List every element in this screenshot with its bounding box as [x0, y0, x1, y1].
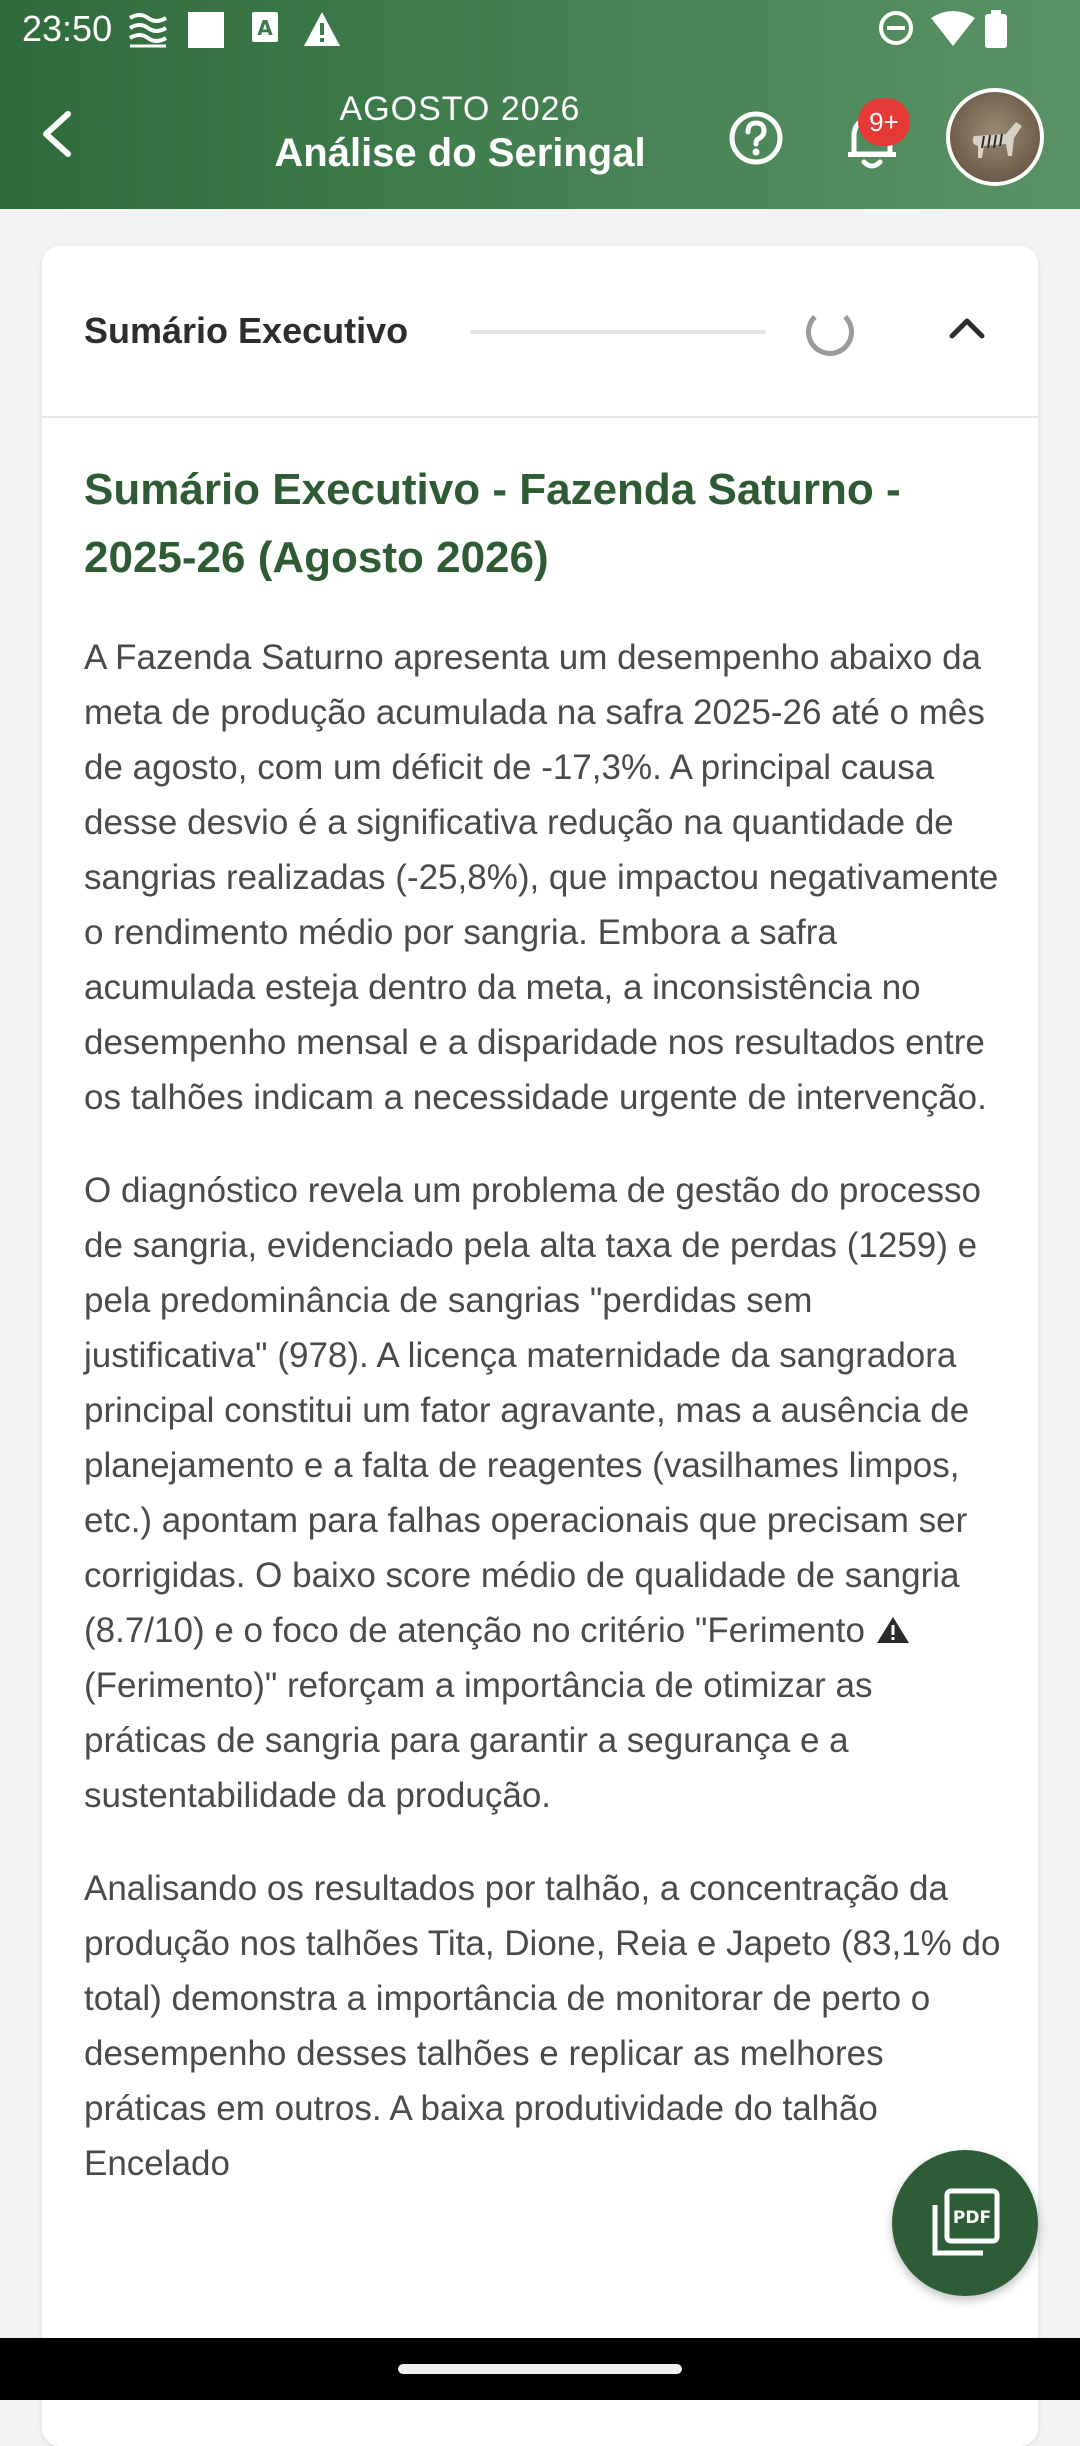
divider	[470, 330, 766, 334]
help-icon[interactable]	[726, 108, 786, 168]
summary-paragraph-2-part1: O diagnóstico revela um problema de gestão do processo de sangria, evidenciado pela alta taxa de perdas (1259) e pela predominância de sangrias "perdidas sem justificativa" (978). A licença maternidade da sangradora principal constitui um fator agravante, mas a ausência de planejamento e a falta de reagentes (vasilhames limpos, etc.) apontam para falhas operacionais que precisam ser corrigidas. O baixo score médio de qualidade de sangria (8.7/10) e o foco de atenção no critério "Ferimento	[84, 1171, 981, 1650]
summary-paragraph-3: Analisando os resultados por talhão, a concentração da produção nos talhões Tita, Dione, Reia e Japeto (83,1% do total) demonstra a importância de monitorar de perto o desempenho desses talhões e replicar as melhores práticas em outros. A baixa produtividade do talhão Encelado	[84, 1869, 1001, 2183]
signal-waves-icon	[126, 10, 170, 50]
status-bar	[0, 0, 1080, 64]
avatar[interactable]	[946, 88, 1044, 186]
app-bar-subtitle: AGOSTO 2026	[339, 90, 581, 128]
notification-badge: 9+	[858, 98, 910, 146]
page-title: Análise do Seringal	[274, 131, 646, 175]
chevron-up-icon[interactable]	[946, 312, 988, 342]
pdf-icon	[925, 2183, 1005, 2263]
warning-icon	[302, 10, 342, 48]
svg-text:PDF: PDF	[952, 2208, 992, 2228]
summary-paragraph-1: A Fazenda Saturno apresenta um desempenho abaixo da meta de produção acumulada na safra 2025-26 até o mês de agosto, com um déficit de -17,3%. A principal causa desse desvio é a significativa redução na quantidade de sangrias realizadas (-25,8%), que impactou negativamente o rendimento médio por sangria. Embora a safra acumulada esteja dentro da meta, a inconsistência no desempenho mensal e a disparidade nos resultados entre os talhões indicam a necessidade urgente de intervenção.	[84, 638, 999, 1117]
home-gesture-handle[interactable]	[398, 2364, 682, 2374]
export-pdf-button[interactable]	[892, 2150, 1038, 2296]
do-not-disturb-icon	[878, 10, 914, 46]
summary-paragraph-2	[84, 1163, 1004, 1823]
executive-summary-card	[42, 246, 1038, 2446]
svg-text:A: A	[257, 16, 273, 40]
warning-inline-icon	[875, 1615, 911, 1645]
zebra-avatar-icon	[950, 92, 1040, 182]
system-nav-bar	[0, 2338, 1080, 2400]
card-content	[84, 456, 1004, 2191]
square-icon	[186, 10, 226, 50]
card-header[interactable]	[42, 246, 1038, 418]
top-bar	[0, 0, 1080, 209]
summary-paragraph-2-part2: (Ferimento)" reforçam a importância de otimizar as práticas de sangria para garantir a segurança e a sustentabilidade da produção.	[84, 1666, 873, 1815]
wifi-icon	[930, 10, 976, 48]
battery-icon	[984, 10, 1008, 50]
back-arrow-icon[interactable]	[30, 104, 90, 164]
app-bar-titles	[200, 90, 720, 176]
card-title: Sumário Executivo	[84, 310, 409, 351]
text-a-icon	[250, 10, 280, 46]
app-bar	[0, 64, 1080, 209]
summary-heading: Sumário Executivo - Fazenda Saturno - 2025-26 (Agosto 2026)	[84, 465, 901, 582]
loading-spinner-icon	[806, 308, 854, 356]
status-time: 23:50	[22, 8, 113, 49]
